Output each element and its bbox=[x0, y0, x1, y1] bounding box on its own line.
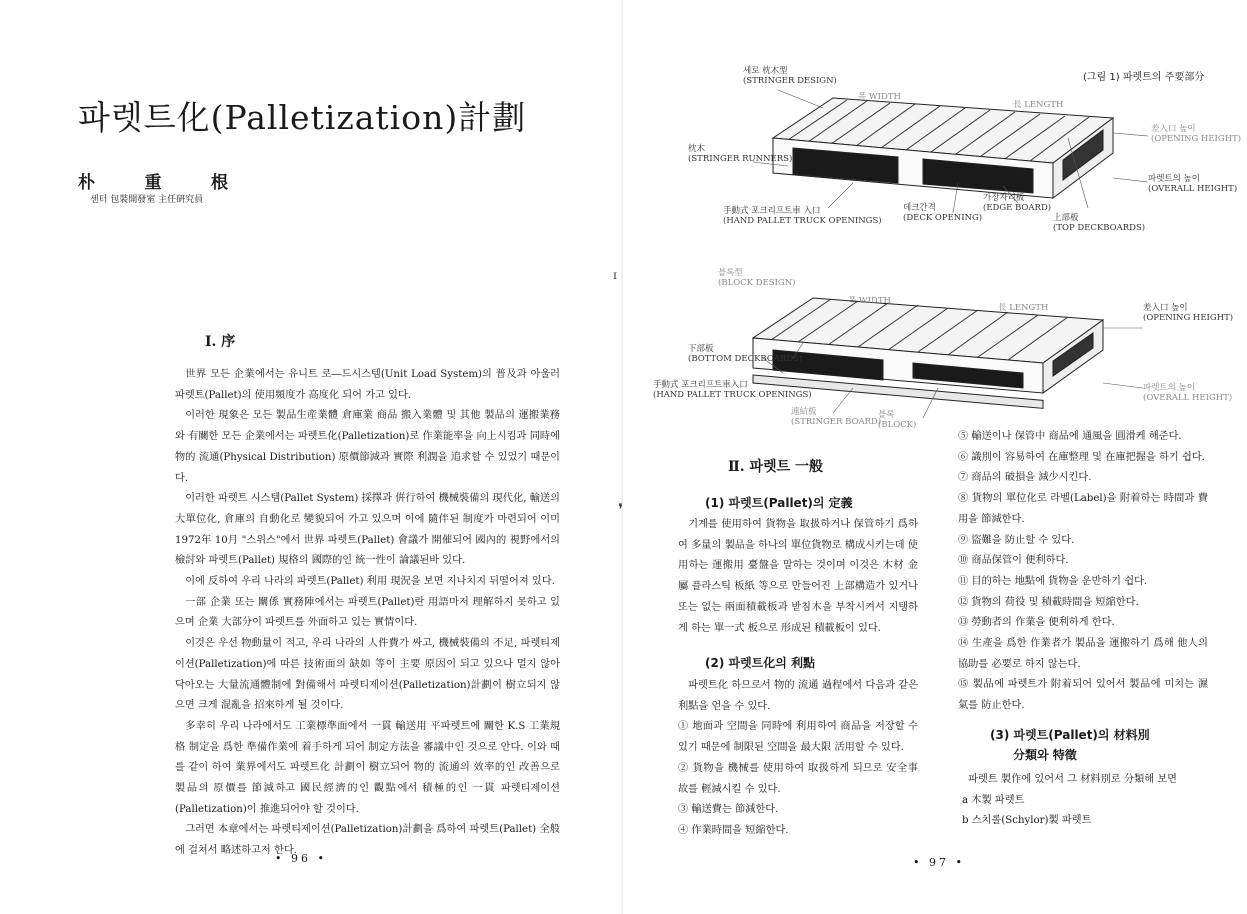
paragraph: 이러한 파렛트 시스템(Pallet System) 採擇과 倂行하여 機械裝備의 現代化, 輸送의 大單位化, 倉庫의 自動化로 變貌되어 가고 있으며 이에 隨伴된 制度가 마련되어 이미 1972年 10月 "스위스"에서 世界 파렛트(Pallet) 會議가 開催되어 國內的 視野에서의 檢討와 파렛트(Pallet) 規格의 國際的인 統一性이 論議된바 있다. bbox=[175, 493, 560, 567]
paragraph: 이것은 우선 物動量이 적고, 우리 나라의 人件費가 싸고, 機械裝備의 不足, 파렛티제이션(Palletization)에 따른 技術面의 缺如 等이 主要 原因이 되고 있으나 멀지 않아 닥아오는 大量流通體制에 對備해서 파렛티제이션(Palletization)計劃이 樹立되지 않으면 크게 混亂을 招來하게 될 것이다. bbox=[175, 638, 560, 712]
list-item: ⑭ 生產을 爲한 作業者가 製品을 運搬하기 爲해 他人의 協助를 必要로 하지 않는다. bbox=[958, 638, 1208, 670]
right-page bbox=[623, 0, 1247, 914]
paragraph: 多幸히 우리 나라에서도 工業標準面에서 一貫 輸送用 平파렛트에 關한 K.S 工業規格 制定을 爲한 準備作業에 着手하게 되어 制定方法을 審議中인 것으로 안다. 이와 때를 같이 하여 業界에서도 파렛트化 計劃이 樹立되어 物的 流通의 效率的인 改善으로 製品의 原價를 節減하고 國民經濟的인 觀點에서 積極的인 一貫 파렛티제이션(Palletization)이 推進되어야 할 것이다. bbox=[175, 720, 560, 815]
subsection-heading-advantages: (2) 파렛트化의 利點 bbox=[705, 656, 816, 670]
figure-label-opening-height: 差入口 높이 (OPENING HEIGHT) bbox=[1151, 124, 1242, 144]
scan-mark: ❜ bbox=[618, 500, 624, 519]
advantages-continued bbox=[958, 427, 1208, 717]
figure-label-block-design: 블록型 (BLOCK DESIGN) bbox=[718, 268, 796, 288]
paragraph: 世界 모든 企業에서는 유니트 로―드시스템(Unit Load System)의 普及과 아울러 파렛트(Pallet)의 使用頻度가 高度化 되어 가고 있다. bbox=[175, 369, 560, 401]
list-item: ① 地面과 空間을 同時에 利用하여 商品을 저장할 수 있기 때문에 制限된 空間을 最大限 活用할 수 있다. bbox=[678, 721, 918, 754]
figure-label-width: 폭 WIDTH bbox=[858, 92, 901, 102]
list-item: ⑬ 勞動者의 作業을 便利하게 한다. bbox=[958, 617, 1115, 629]
figure-label-hand-truck: 手動式 포크리프트車 入口 (HAND PALLET TRUCK OPENINGS) bbox=[723, 206, 882, 226]
figure-label-hand-truck-2: 手動式 포크리프트車入口 (HAND PALLET TRUCK OPENINGS) bbox=[653, 380, 812, 400]
subsection-heading-materials-line2: 分類와 特徵 bbox=[1013, 748, 1077, 762]
page-number-left: • 96 • bbox=[275, 852, 327, 865]
advantages-body bbox=[678, 676, 918, 842]
figure-label-stringer-board: 連結板 (STRINGER BOARD) bbox=[791, 407, 882, 427]
definition-body bbox=[678, 515, 918, 639]
scan-mark: ɪ bbox=[613, 268, 617, 282]
figure-label-top-deckboards: 上部板 (TOP DECKBOARDS) bbox=[1053, 213, 1146, 233]
list-item: ④ 作業時間을 短縮한다. bbox=[678, 824, 789, 836]
figure-label-edge-board: 가장자리板 (EDGE BOARD) bbox=[983, 193, 1052, 213]
list-item: ⑩ 商品保管이 便利하다. bbox=[958, 555, 1069, 567]
figure-title: (그림 1) 파렛트의 주要部分 bbox=[1083, 72, 1205, 83]
paragraph: 기계를 使用하여 貨物을 取扱하거나 保管하기 爲하여 多量의 製品을 하나의 單位貨物로 構成시키는데 使用하는 運搬用 臺盤을 말하는 것이며 이것은 木材 金屬 플라스틱 板紙 等으로 만들어진 上部構造가 있거나 또는 없는 兩面積載板과 받침木을 부착시켜서 지탱하게 하는 單一式 板으로 形成된 積載板이 있다. bbox=[678, 519, 918, 634]
paragraph: 파렛트化 하므로서 物的 流通 過程에서 다음과 같은 利點을 얻을 수 있다. bbox=[678, 680, 918, 712]
author-affiliation: 센터 包裝開發室 主任硏究員 bbox=[90, 195, 204, 205]
figure-label-stringer-design: 세로 枕木型 (STRINGER DESIGN) bbox=[743, 66, 837, 86]
stringer-pallet-drawing bbox=[773, 98, 1113, 198]
article-title: 파렛트化(Palletization)計劃 bbox=[78, 98, 527, 137]
figure-label-length: 長 LENGTH bbox=[1013, 100, 1064, 110]
author-char: 重 bbox=[144, 173, 162, 193]
list-item: ⑤ 輸送이나 保管中 商品에 通風을 圓滑케 해준다. bbox=[958, 431, 1182, 442]
author-char: 根 bbox=[211, 173, 228, 193]
figure-label-deck-opening: 데크간격 (DECK OPENING) bbox=[903, 203, 983, 223]
subsection-heading-definition: (1) 파렛트(Pallet)의 定義 bbox=[705, 496, 853, 510]
page-number-right: • 97 • bbox=[913, 856, 965, 869]
intro-body bbox=[175, 365, 560, 862]
figure-label-length-2: 長 LENGTH bbox=[998, 303, 1049, 313]
figure-label-overall-height-2: 파렛트의 높이 (OVERALL HEIGHT) bbox=[1143, 383, 1233, 403]
figure-label-bottom-deckboards: 下部板 (BOTTOM DECKBOARDS) bbox=[688, 344, 803, 364]
list-item: ⑧ 貨物의 單位化로 라벨(Label)을 附着하는 時間과 費用을 節減한다. bbox=[958, 493, 1208, 525]
list-item: ⑮ 製品에 파렛트가 附着되어 있어서 製品에 미치는 濕氣를 防止한다. bbox=[958, 679, 1208, 712]
paragraph: 一部 企業 또는 關係 實務陣에서는 파렛트(Pallet)란 用語마저 理解하지 못하고 있으며 企業 大部分이 파렛트를 外面하고 있는 實情이다. bbox=[175, 596, 560, 629]
paragraph: 이에 反하여 우리 나라의 파렛트(Pallet) 利用 現況을 보면 지나치지 뒤떨어져 있다. bbox=[185, 576, 555, 588]
figure-label-opening-height-2: 差入口 높이 (OPENING HEIGHT) bbox=[1143, 303, 1234, 323]
figure-label-block: 블록 (BLOCK) bbox=[878, 410, 917, 430]
author-name bbox=[78, 168, 228, 193]
paragraph: 이러한 現象은 모든 製品生産業體 倉庫業 商品 搬入業體 및 其他 製品의 運搬業務와 有關한 모든 企業에서는 파렛트化(Palletization)로 作業能率을 向上시킴과 同時에 物的 流通(Physical Distribution) 原價節減과 實際 利潤을 追求할 수 있었기 때문이다. bbox=[175, 410, 560, 484]
section-heading-general: Ⅱ. 파렛트 一般 bbox=[728, 459, 823, 475]
subsection-heading-materials: (3) 파렛트(Pallet)의 材料別 bbox=[990, 728, 1150, 742]
section-heading-intro: Ⅰ. 序 bbox=[205, 334, 236, 350]
list-item: ③ 輸送費는 節減한다. bbox=[678, 804, 779, 816]
figure-label-width-2: 폭 WIDTH bbox=[848, 296, 891, 306]
paragraph: 파렛트 製作에 있어서 그 材料別로 分類해 보면 bbox=[968, 774, 1178, 785]
list-item: ② 貨物을 機械를 使用하여 取扱하게 되므로 安全事故를 輕減시킬 수 있다. bbox=[678, 762, 918, 795]
figure-label-runners: 枕木 (STRINGER RUNNERS) bbox=[688, 144, 793, 164]
list-item: b 스치롤(Schylor)製 파렛트 bbox=[962, 815, 1092, 827]
figure-label-overall-height: 파렛트의 높이 (OVERALL HEIGHT) bbox=[1148, 174, 1238, 194]
paragraph: 그러면 本章에서는 파렛티제이션(Palletization)計劃을 爲하여 파렛트(Pallet) 全般에 걸쳐서 略述하고저 한다. bbox=[175, 824, 560, 857]
list-item: ⑥ 識別이 容易하여 在庫整理 및 在庫把握을 하기 쉽다. bbox=[958, 451, 1205, 463]
list-item: ⑪ 目的하는 地點에 貨物을 운반하기 쉽다. bbox=[958, 575, 1148, 587]
materials-body bbox=[958, 770, 1208, 832]
left-page bbox=[0, 0, 623, 914]
pallet-figure bbox=[653, 58, 1243, 438]
list-item: ⑦ 商品의 破損을 減少시킨다. bbox=[958, 472, 1092, 484]
author-char: 朴 bbox=[78, 173, 95, 193]
list-item: ⑨ 盜難을 防止할 수 있다. bbox=[958, 534, 1075, 546]
list-item: a 木製 파렛트 bbox=[962, 794, 1025, 806]
list-item: ⑫ 貨物의 荷役 및 積載時間을 短縮한다. bbox=[958, 596, 1139, 608]
